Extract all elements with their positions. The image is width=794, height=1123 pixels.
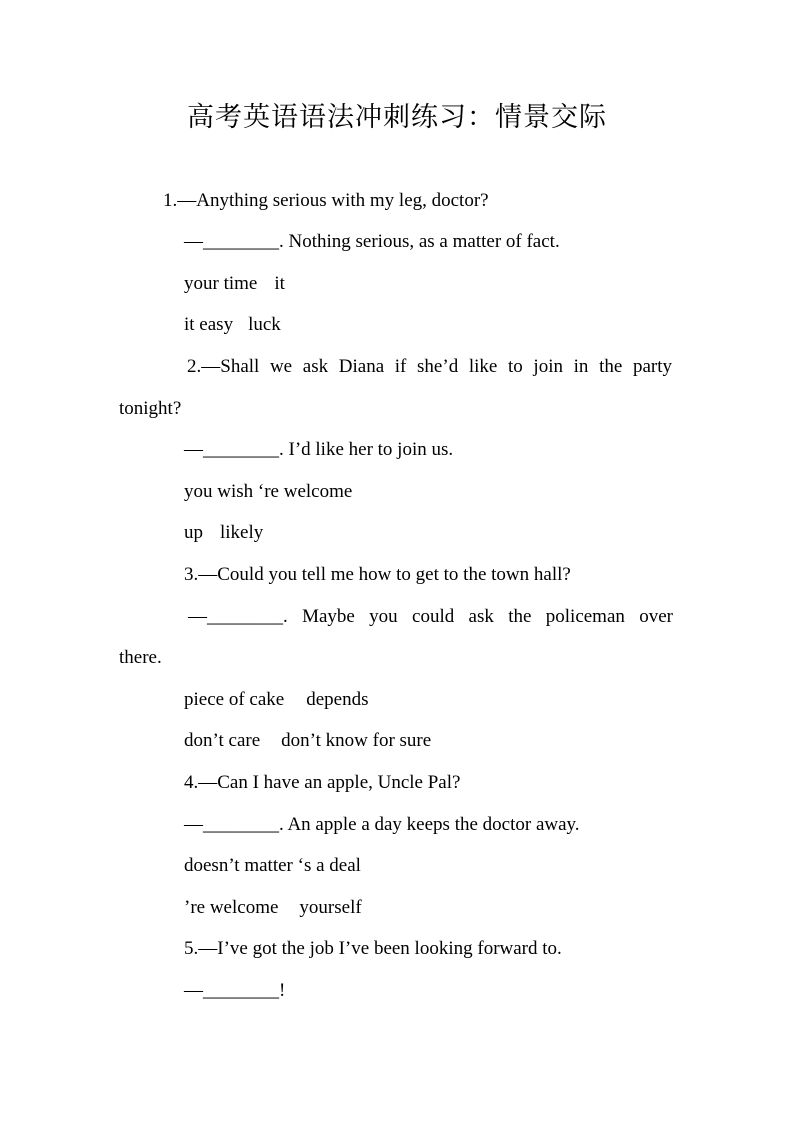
option-c: ’re welcome bbox=[184, 897, 279, 918]
question-1-stem: 1.—Anything serious with my leg, doctor? bbox=[163, 190, 489, 211]
option-a: your time bbox=[184, 273, 258, 294]
option-d: luck bbox=[248, 314, 281, 335]
option-d: likely bbox=[220, 522, 264, 543]
question-3-reply-line-2: there. bbox=[119, 647, 162, 668]
question-1-reply: —________. Nothing serious, as a matter of fact. bbox=[184, 231, 560, 252]
question-2-options-row-2 bbox=[184, 520, 263, 546]
question-3-options-row-1 bbox=[184, 687, 368, 713]
question-2-options-row-1 bbox=[184, 479, 352, 505]
option-a-b: doesn’t matter ‘s a deal bbox=[184, 855, 361, 876]
option-a: piece of cake bbox=[184, 689, 285, 710]
option-c: up bbox=[184, 522, 203, 543]
option-b: depends bbox=[306, 689, 369, 710]
question-4-options-row-1 bbox=[184, 853, 361, 879]
option-d: don’t know for sure bbox=[281, 730, 432, 751]
question-3-options-row-2 bbox=[184, 728, 431, 754]
option-a-b: you wish ‘re welcome bbox=[184, 481, 353, 502]
question-1-options-row-2 bbox=[184, 312, 281, 338]
question-1-options-row-1 bbox=[184, 271, 285, 297]
question-4-stem: 4.—Can I have an apple, Uncle Pal? bbox=[184, 772, 461, 793]
option-d: yourself bbox=[299, 897, 362, 918]
question-5-reply: —________! bbox=[184, 980, 286, 1001]
question-2-stem-line-2: tonight? bbox=[119, 398, 182, 419]
page-title: 高考英语语法冲刺练习：情景交际 bbox=[187, 102, 607, 133]
option-c: don’t care bbox=[184, 730, 261, 751]
question-2-reply: —________. I’d like her to join us. bbox=[184, 439, 454, 460]
question-2-stem-line-1: 2.—Shall we ask Diana if she’d like to join in the party bbox=[187, 356, 672, 377]
question-4-reply: —________. An apple a day keeps the doctor away. bbox=[184, 814, 580, 835]
option-b: it bbox=[274, 273, 285, 294]
question-3-stem: 3.—Could you tell me how to get to the town hall? bbox=[184, 564, 571, 585]
question-5-stem: 5.—I’ve got the job I’ve been looking forward to. bbox=[184, 938, 562, 959]
question-4-options-row-2 bbox=[184, 895, 362, 921]
question-3-reply-line-1: —________. Maybe you could ask the policeman over bbox=[188, 606, 673, 627]
option-c: it easy bbox=[184, 314, 234, 335]
